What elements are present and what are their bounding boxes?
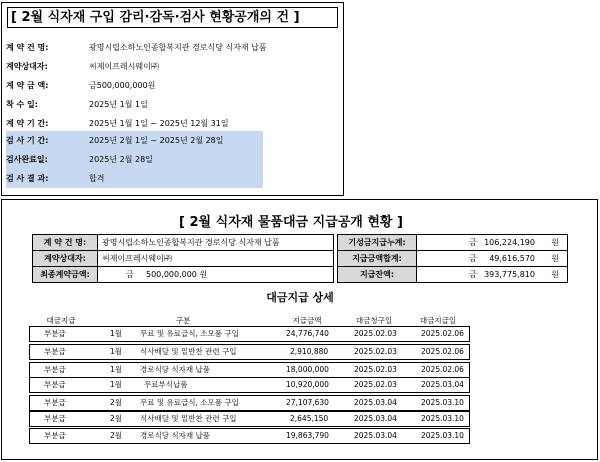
row-type: 부분급 <box>44 329 66 338</box>
row-label: 계약상대자: <box>6 62 48 71</box>
inspection-title: [ 2월 식자재 구입 감리·감독·검사 현황공개의 건 ] <box>7 7 338 28</box>
inspection-row-completion-date <box>6 150 263 169</box>
col-header-amount: 지급금액 <box>292 316 322 325</box>
amount-unit: 원 <box>551 270 559 279</box>
amount-prefix: 금 <box>469 254 477 263</box>
row-desc: 식사배달 및 밑반찬 관련 구입 <box>140 414 237 423</box>
balance-cell <box>416 266 568 283</box>
col-header-claim-date: 대금청구일 <box>355 316 393 325</box>
row-type: 부분급 <box>44 414 66 423</box>
row-value: 2025년 2월 1일 ~ 2025년 2월 28일 <box>89 136 224 145</box>
row-type: 부분급 <box>44 365 66 374</box>
cumulative-paid-label: 기성금지급누계: <box>337 234 417 251</box>
table-row <box>29 411 470 427</box>
row-type: 부분급 <box>44 380 66 389</box>
row-type: 부분급 <box>44 398 66 407</box>
row-month: 1월 <box>110 347 123 356</box>
row-desc: 무료부식납품 <box>144 380 188 389</box>
balance-label: 지급잔액: <box>337 266 417 283</box>
col-header-paid-date: 대금지급일 <box>419 316 457 325</box>
row-paid-date: 2025.02.06 <box>421 347 464 356</box>
row-value: 2025년 1월 1일 ~ 2025년 12월 31일 <box>89 119 229 128</box>
row-month: 1월 <box>110 380 123 389</box>
amount-prefix: 금 <box>469 270 477 279</box>
row-claim-date: 2025.03.04 <box>354 414 397 423</box>
row-claim-date: 2025.02.03 <box>354 365 397 374</box>
total-paid-label: 지급금액합계: <box>337 250 417 267</box>
amount-unit: 원 <box>551 254 559 263</box>
contractor-value: 씨제이프레시웨이㈜ <box>97 250 334 267</box>
row-paid-date: 2025.03.10 <box>421 398 464 407</box>
contractor-label: 계약상대자: <box>32 250 98 267</box>
row-value: 2025년 2월 28일 <box>89 155 153 164</box>
table-row <box>29 326 470 342</box>
table-row <box>29 344 470 360</box>
row-label: 검 사 기 간: <box>6 136 49 145</box>
final-amount-cell <box>97 266 334 283</box>
row-amount: 2,645,150 <box>290 414 329 423</box>
final-amount-label: 최종계약금액: <box>32 266 98 283</box>
inspection-row-result <box>6 169 263 188</box>
row-value: 2025년 1월 1일 <box>89 100 148 109</box>
row-claim-date: 2025.02.03 <box>354 329 397 338</box>
table-row <box>29 395 470 411</box>
col-header-category: 구분 <box>175 316 191 325</box>
row-desc: 식사배달 및 밑반찬 관련 구입 <box>140 347 237 356</box>
row-label: 계 약 건 명: <box>6 43 49 52</box>
row-paid-date: 2025.03.10 <box>421 431 464 440</box>
payment-title: [ 2월 식자재 물품대금 지급공개 현황 ] <box>179 215 403 230</box>
row-desc: 경로식당 식자재 납품 <box>140 431 210 440</box>
row-value: 금500,000,000원 <box>89 81 156 90</box>
final-amount-prefix: 금 <box>126 270 134 279</box>
row-desc: 무료 및 유료급식, 소모품 구입 <box>140 329 239 338</box>
balance-value: 393,775,810 <box>484 270 535 279</box>
row-claim-date: 2025.03.04 <box>354 398 397 407</box>
detail-title: 대금지급 상세 <box>266 291 334 304</box>
row-amount: 19,863,790 <box>286 431 329 440</box>
row-paid-date: 2025.02.06 <box>421 329 464 338</box>
row-amount: 24,776,740 <box>286 329 329 338</box>
row-month: 2월 <box>110 398 123 407</box>
contract-name-label: 계 약 건 명: <box>32 234 98 251</box>
table-row <box>29 362 470 378</box>
amount-unit: 원 <box>551 238 559 247</box>
row-claim-date: 2025.02.03 <box>354 380 397 389</box>
row-claim-date: 2025.02.03 <box>354 347 397 356</box>
row-type: 부분급 <box>44 347 66 356</box>
cumulative-paid-cell <box>416 234 568 251</box>
row-paid-date: 2025.02.06 <box>421 365 464 374</box>
inspection-row-inspection-period <box>6 131 263 150</box>
row-label: 착 수 일: <box>6 100 38 109</box>
row-paid-date: 2025.03.10 <box>421 414 464 423</box>
row-month: 1월 <box>110 365 123 374</box>
cumulative-paid-value: 106,224,190 <box>484 238 535 247</box>
row-amount: 10,920,000 <box>286 380 329 389</box>
table-row <box>29 428 470 444</box>
table-row <box>29 377 470 393</box>
row-claim-date: 2025.03.04 <box>354 431 397 440</box>
total-paid-cell <box>416 250 568 267</box>
row-type: 부분급 <box>44 431 66 440</box>
row-amount: 27,107,630 <box>286 398 329 407</box>
row-amount: 18,000,000 <box>286 365 329 374</box>
row-desc: 경로식당 식자재 납품 <box>140 365 210 374</box>
row-amount: 2,910,880 <box>290 347 329 356</box>
final-amount-value: 500,000,000 원 <box>146 270 208 279</box>
row-month: 1월 <box>110 329 123 338</box>
row-value: 광명시립소하노인종합복지관 경로식당 식자재 납품 <box>89 43 267 52</box>
row-value: 합격 <box>89 174 105 183</box>
col-header-payment-type: 대금지급 <box>46 316 76 325</box>
contract-name-value: 광명시립소하노인종합복지관 경로식당 식자재 납품 <box>97 234 334 251</box>
row-label: 계 약 기 간: <box>6 119 49 128</box>
row-label: 검 사 결 과: <box>6 174 49 183</box>
row-month: 2월 <box>110 414 123 423</box>
row-label: 검사완료일: <box>6 155 48 164</box>
total-paid-value: 49,616,570 <box>489 254 535 263</box>
amount-prefix: 금 <box>469 238 477 247</box>
row-paid-date: 2025.03.04 <box>421 380 464 389</box>
row-month: 2월 <box>110 431 123 440</box>
row-label: 계 약 금 액: <box>6 81 49 90</box>
row-value: 씨제이프레시웨이㈜ <box>89 62 159 71</box>
row-desc: 무료 및 유료급식, 소모품 구입 <box>140 398 239 407</box>
